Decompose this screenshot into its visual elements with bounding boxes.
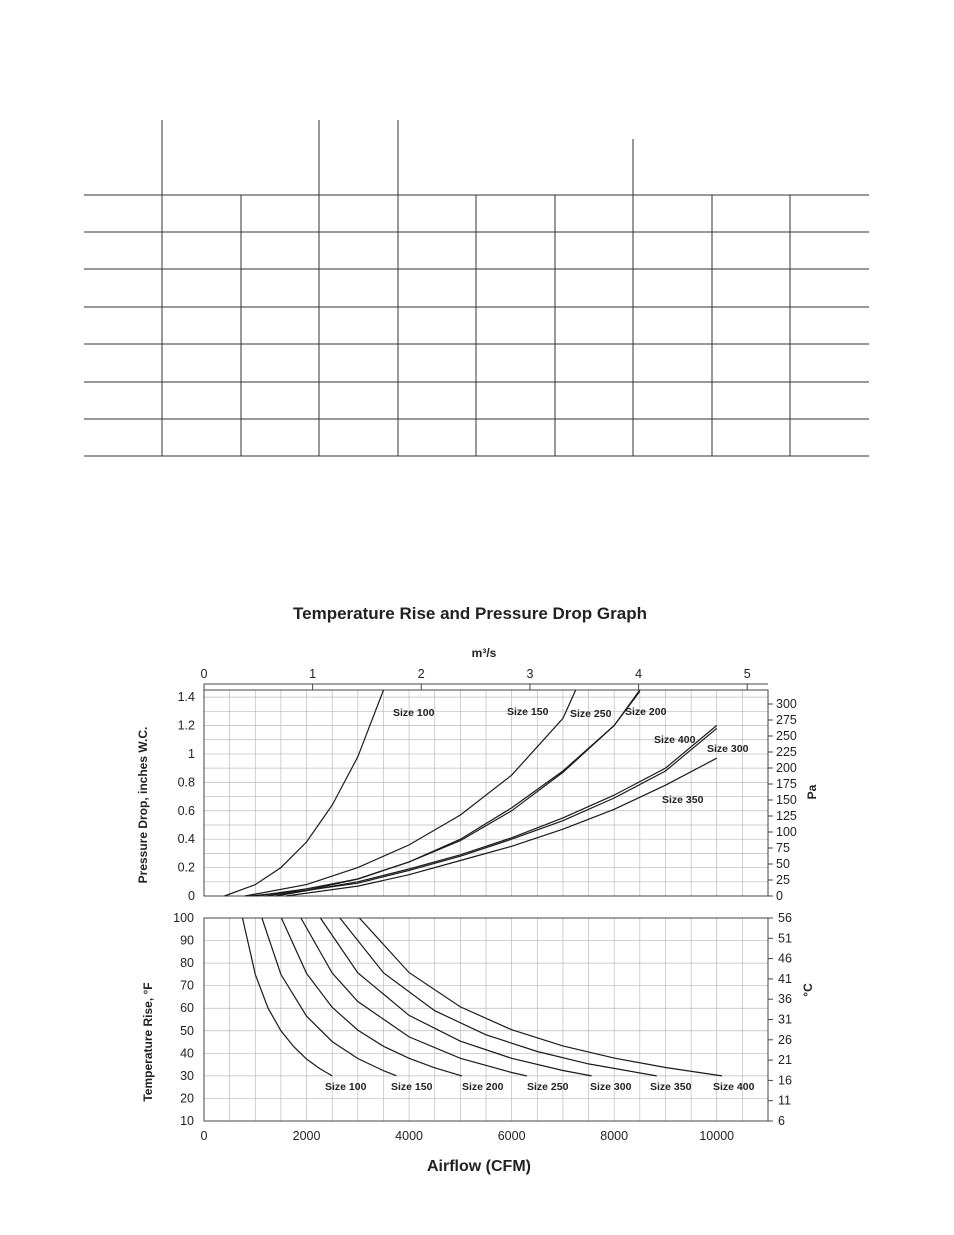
temperature-y-tick-label: 80 bbox=[180, 956, 194, 971]
pa-tick-label: 25 bbox=[776, 873, 790, 887]
celsius-tick-label: 46 bbox=[778, 951, 792, 966]
temperature-series-label: Size 350 bbox=[650, 1081, 692, 1093]
airflow-x-tick-label: 10000 bbox=[699, 1129, 735, 1143]
pressure-series-label: Size 350 bbox=[662, 794, 704, 806]
temperature-y-tick-label: 30 bbox=[180, 1068, 194, 1083]
temperature-series-label: Size 150 bbox=[391, 1081, 433, 1093]
temperature-series-line bbox=[262, 918, 396, 1076]
pressure-y-tick-label: 1 bbox=[188, 746, 195, 761]
celsius-tick-label: 36 bbox=[778, 992, 792, 1007]
celsius-tick-label: 6 bbox=[778, 1114, 785, 1128]
pa-tick-label: 275 bbox=[776, 713, 797, 727]
m3s-axis-title: m³/s bbox=[471, 646, 497, 660]
temperature-series-label: Size 400 bbox=[713, 1081, 755, 1093]
pressure-y-tick-label: 0.4 bbox=[177, 832, 195, 847]
celsius-tick-label: 16 bbox=[778, 1073, 792, 1088]
airflow-x-tick-label: 6000 bbox=[497, 1129, 526, 1143]
pressure-y-tick-label: 1.4 bbox=[177, 690, 195, 705]
pressure-series-label: Size 400 bbox=[654, 734, 696, 746]
pressure-y-tick-label: 0.8 bbox=[177, 775, 195, 790]
temperature-y-tick-label: 40 bbox=[180, 1046, 194, 1061]
m3s-tick-label: 3 bbox=[526, 667, 534, 681]
pa-tick-label: 75 bbox=[776, 841, 790, 855]
pa-tick-label: 50 bbox=[776, 857, 790, 871]
airflow-x-tick-label: 4000 bbox=[395, 1129, 423, 1143]
pa-tick-label: 0 bbox=[776, 889, 783, 903]
pressure-series-line bbox=[266, 728, 717, 896]
pressure-series-line bbox=[245, 690, 576, 896]
pressure-series-label: Size 300 bbox=[707, 743, 749, 755]
m3s-tick-label: 2 bbox=[417, 667, 425, 681]
pa-tick-label: 175 bbox=[776, 777, 797, 791]
temperature-y-tick-label: 50 bbox=[180, 1023, 194, 1038]
temperature-series-label: Size 100 bbox=[325, 1081, 367, 1093]
pressure-y-tick-label: 1.2 bbox=[177, 718, 195, 733]
airflow-x-tick-label: 0 bbox=[200, 1129, 208, 1143]
m3s-tick-label: 4 bbox=[635, 667, 643, 681]
celsius-tick-label: 21 bbox=[778, 1053, 792, 1068]
temperature-y-tick-label: 60 bbox=[180, 1001, 194, 1016]
chart-title: Temperature Rise and Pressure Drop Graph bbox=[293, 604, 647, 623]
celsius-tick-label: 51 bbox=[778, 931, 792, 946]
pa-tick-label: 200 bbox=[776, 761, 797, 775]
pressure-series-line bbox=[255, 691, 640, 896]
pa-tick-label: 250 bbox=[776, 729, 797, 743]
temperature-y-tick-label: 10 bbox=[180, 1114, 194, 1128]
celsius-tick-label: 11 bbox=[778, 1093, 791, 1108]
temperature-series-label: Size 300 bbox=[590, 1081, 632, 1093]
pressure-series-label: Size 250 bbox=[570, 708, 612, 720]
pressure-series-line bbox=[286, 758, 717, 896]
pa-tick-label: 150 bbox=[776, 793, 797, 807]
temperature-series-line bbox=[320, 918, 591, 1076]
m3s-tick-label: 1 bbox=[309, 667, 317, 681]
temperature-series-label: Size 250 bbox=[527, 1081, 569, 1093]
m3s-tick-label: 5 bbox=[743, 667, 751, 681]
m3s-tick-label: 0 bbox=[200, 667, 208, 681]
pressure-series-label: Size 150 bbox=[507, 706, 549, 718]
pa-axis-title: Pa bbox=[805, 784, 819, 800]
temperature-y-tick-label: 20 bbox=[180, 1091, 194, 1106]
pressure-y-tick-label: 0.2 bbox=[177, 860, 195, 875]
pa-tick-label: 125 bbox=[776, 809, 797, 823]
temperature-y-tick-label: 70 bbox=[180, 978, 194, 993]
pressure-y-axis-title: Pressure Drop, inches W.C. bbox=[136, 726, 150, 884]
pa-tick-label: 300 bbox=[776, 697, 797, 711]
celsius-axis-title: °C bbox=[801, 983, 815, 997]
celsius-tick-label: 41 bbox=[778, 971, 792, 986]
airflow-x-tick-label: 8000 bbox=[600, 1129, 629, 1143]
celsius-tick-label: 31 bbox=[778, 1012, 792, 1027]
pressure-y-tick-label: 0.6 bbox=[177, 803, 195, 818]
temperature-series-line bbox=[243, 918, 333, 1076]
airflow-x-axis-title: Airflow (CFM) bbox=[427, 1158, 531, 1175]
temperature-y-axis-title: Temperature Rise, °F bbox=[141, 982, 155, 1102]
pressure-series-label: Size 100 bbox=[393, 707, 435, 719]
pa-tick-label: 225 bbox=[776, 745, 797, 759]
temperature-series-label: Size 200 bbox=[462, 1081, 504, 1093]
celsius-tick-label: 26 bbox=[778, 1032, 792, 1047]
pa-tick-label: 100 bbox=[776, 825, 797, 839]
temperature-y-tick-label: 100 bbox=[173, 911, 194, 925]
celsius-tick-label: 56 bbox=[778, 911, 792, 925]
pressure-series-line bbox=[225, 690, 384, 896]
pressure-series-label: Size 200 bbox=[625, 706, 667, 718]
pressure-y-tick-label: 0 bbox=[188, 889, 195, 903]
temperature-y-tick-label: 90 bbox=[180, 933, 194, 948]
airflow-x-tick-label: 2000 bbox=[292, 1129, 321, 1143]
